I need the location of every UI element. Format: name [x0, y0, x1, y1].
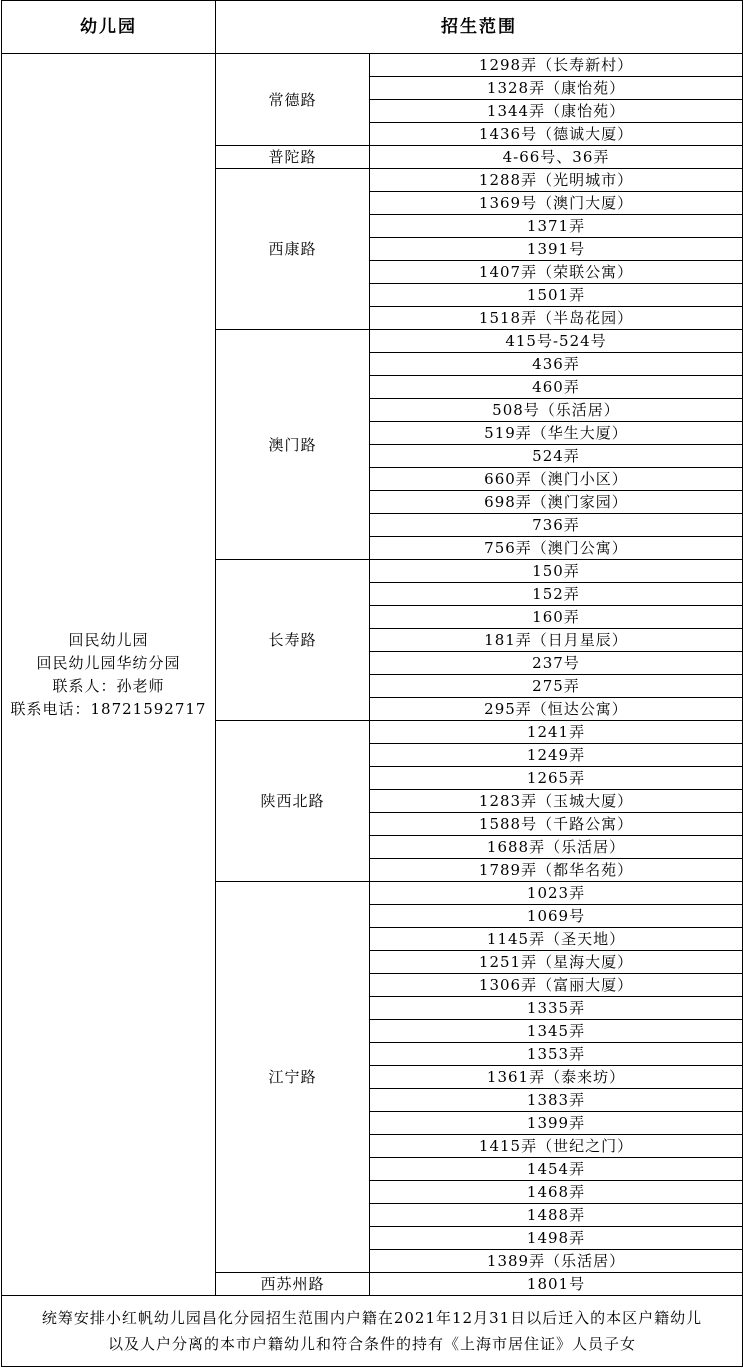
address-cell: 1249弄 [370, 744, 743, 767]
footer-note-line-1: 统筹安排小红帆幼儿园昌化分园招生范围内户籍在2021年12月31日以后迁入的本区户籍幼儿 [41, 1309, 703, 1327]
address-cell: 736弄 [370, 514, 743, 537]
address-cell: 1335弄 [370, 997, 743, 1020]
address-cell: 1454弄 [370, 1158, 743, 1181]
address-cell: 1328弄（康怡苑） [370, 77, 743, 100]
road-name: 西康路 [216, 169, 370, 330]
address-cell: 756弄（澳门公寓） [370, 537, 743, 560]
address-cell: 1241弄 [370, 721, 743, 744]
road-name: 常德路 [216, 54, 370, 146]
address-cell: 1069号 [370, 905, 743, 928]
address-cell: 1371弄 [370, 215, 743, 238]
road-name: 陕西北路 [216, 721, 370, 882]
address-cell: 460弄 [370, 376, 743, 399]
header-enrollment-scope: 招生范围 [216, 1, 743, 54]
address-cell: 1361弄（泰来坊） [370, 1066, 743, 1089]
footer-note-line-2: 以及人户分离的本市户籍幼儿和符合条件的持有《上海市居住证》人员子女 [107, 1335, 636, 1353]
address-cell: 1415弄（世纪之门） [370, 1135, 743, 1158]
address-cell: 237号 [370, 652, 743, 675]
table-header-row [2, 1, 743, 54]
address-cell: 1588号（千路公寓） [370, 813, 743, 836]
address-cell: 1288弄（光明城市） [370, 169, 743, 192]
address-cell: 1023弄 [370, 882, 743, 905]
kindergarten-info-line: 回民幼儿园华纺分园 [36, 653, 181, 672]
address-cell: 150弄 [370, 560, 743, 583]
road-name: 西苏州路 [216, 1273, 370, 1296]
address-cell: 152弄 [370, 583, 743, 606]
address-cell: 1468弄 [370, 1181, 743, 1204]
address-cell: 1251弄（星海大厦） [370, 951, 743, 974]
address-cell: 1306弄（富丽大厦） [370, 974, 743, 997]
table-row [2, 54, 743, 77]
address-cell: 1436号（德诚大厦） [370, 123, 743, 146]
kindergarten-info-line: 联系电话：18721592717 [10, 699, 207, 718]
address-cell: 160弄 [370, 606, 743, 629]
address-cell: 1145弄（圣天地） [370, 928, 743, 951]
address-cell: 1501弄 [370, 284, 743, 307]
address-cell: 1383弄 [370, 1089, 743, 1112]
kindergarten-info [2, 54, 216, 1296]
road-name: 普陀路 [216, 146, 370, 169]
table-body [2, 54, 743, 1296]
address-cell: 1391号 [370, 238, 743, 261]
road-name: 长寿路 [216, 560, 370, 721]
address-cell: 1298弄（长寿新村） [370, 54, 743, 77]
address-cell: 1369号（澳门大厦） [370, 192, 743, 215]
address-cell: 519弄（华生大厦） [370, 422, 743, 445]
address-cell: 524弄 [370, 445, 743, 468]
address-cell: 295弄（恒达公寓） [370, 698, 743, 721]
address-cell: 1688弄（乐活居） [370, 836, 743, 859]
address-cell: 1789弄（都华名苑） [370, 859, 743, 882]
address-cell: 436弄 [370, 353, 743, 376]
address-cell: 415号-524号 [370, 330, 743, 353]
header-kindergarten: 幼儿园 [2, 1, 216, 54]
address-cell: 508号（乐活居） [370, 399, 743, 422]
address-cell: 4-66号、36弄 [370, 146, 743, 169]
address-cell: 181弄（日月星辰） [370, 629, 743, 652]
address-cell: 1407弄（荣联公寓） [370, 261, 743, 284]
address-cell: 1345弄 [370, 1020, 743, 1043]
address-cell: 1518弄（半岛花园） [370, 307, 743, 330]
address-cell: 698弄（澳门家园） [370, 491, 743, 514]
address-cell: 1389弄（乐活居） [370, 1250, 743, 1273]
kindergarten-info-line: 回民幼儿园 [68, 630, 149, 649]
road-name: 澳门路 [216, 330, 370, 560]
address-cell: 1265弄 [370, 767, 743, 790]
address-cell: 1498弄 [370, 1227, 743, 1250]
address-cell: 1801号 [370, 1273, 743, 1296]
kindergarten-info-line: 联系人：孙老师 [52, 676, 165, 695]
footer-note [2, 1296, 743, 1367]
address-cell: 660弄（澳门小区） [370, 468, 743, 491]
enrollment-table [1, 0, 743, 1367]
address-cell: 1344弄（康怡苑） [370, 100, 743, 123]
address-cell: 1399弄 [370, 1112, 743, 1135]
address-cell: 1283弄（玉城大厦） [370, 790, 743, 813]
footer-row [2, 1296, 743, 1367]
address-cell: 275弄 [370, 675, 743, 698]
address-cell: 1353弄 [370, 1043, 743, 1066]
road-name: 江宁路 [216, 882, 370, 1273]
address-cell: 1488弄 [370, 1204, 743, 1227]
